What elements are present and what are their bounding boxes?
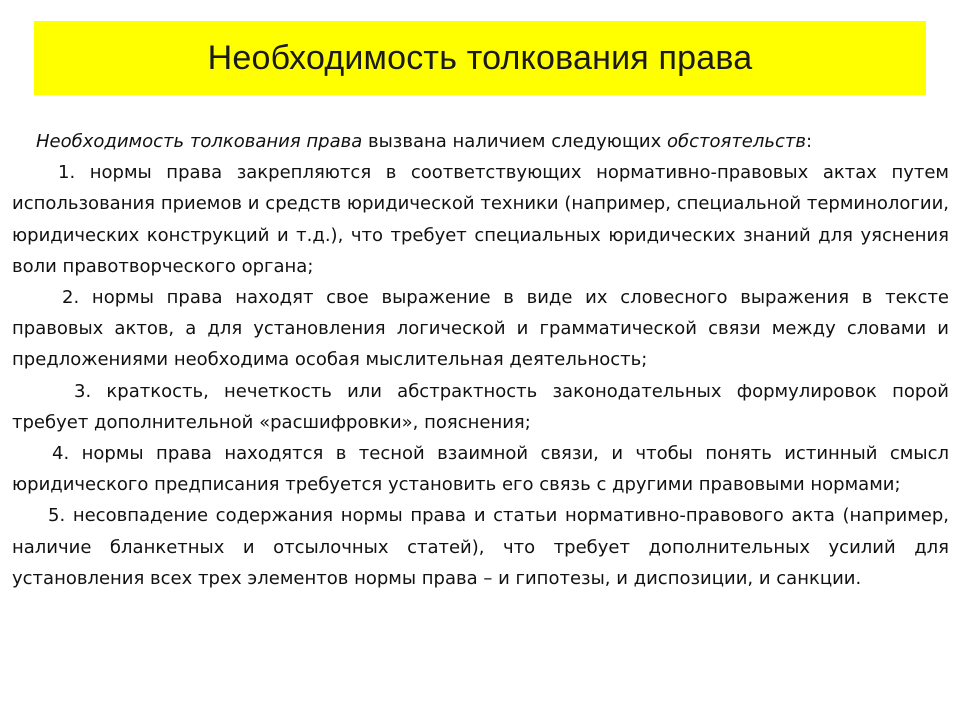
list-item-text: несовпадение содержания нормы права и статьи нормативно-правового акта (например, наличие бланкетных и отсылочных статей), что требует дополнительных усилий для установления всех трех элементов нормы права – и гипотезы, и диспозиции, и санкции.	[12, 505, 949, 589]
page-title: Необходимость толкования права	[207, 38, 753, 77]
list-item	[12, 157, 949, 282]
list-item-text: нормы права находят свое выражение в виде их словесного выражения в тексте правовых актов, а для установления логической и грамматической связи между словами и предложениями необходима особая мыслительная деятельность;	[12, 287, 950, 371]
list-item-number: 3.	[74, 380, 92, 402]
list-item-text: краткость, нечеткость или абстрактность законодательных формулировок порой требует дополнительной «расшифровки», пояснения;	[12, 380, 950, 433]
list-item-number: 1.	[58, 162, 76, 184]
intro-middle: вызвана наличием следующих	[362, 131, 667, 152]
list-item	[12, 282, 949, 376]
list-item	[12, 500, 949, 594]
list-item-number: 4.	[52, 443, 70, 465]
list-item-text: нормы права закрепляются в соответствующих нормативно-правовых актах путем использования приемов и средств юридической техники (например, специальной терминологии, юридических конструкций и т.д.), что требует специальных юридических знаний для уяснения воли правотворческого органа;	[12, 162, 949, 277]
title-band	[34, 21, 926, 95]
intro-tail: :	[805, 131, 813, 152]
list-item-text: нормы права находятся в тесной взаимной связи, и чтобы понять истинный смысл юридического предписания требуется установить его связь с другими правовыми нормами;	[12, 443, 949, 496]
intro-italic-end: обстоятельств	[666, 131, 806, 152]
list-item	[12, 438, 949, 500]
list-item-number: 2.	[62, 287, 80, 309]
list-item-number: 5.	[48, 505, 66, 527]
intro-paragraph	[12, 126, 949, 157]
intro-italic: Необходимость толкования права	[36, 131, 363, 152]
list-item	[12, 376, 949, 438]
slide-body	[12, 126, 949, 594]
